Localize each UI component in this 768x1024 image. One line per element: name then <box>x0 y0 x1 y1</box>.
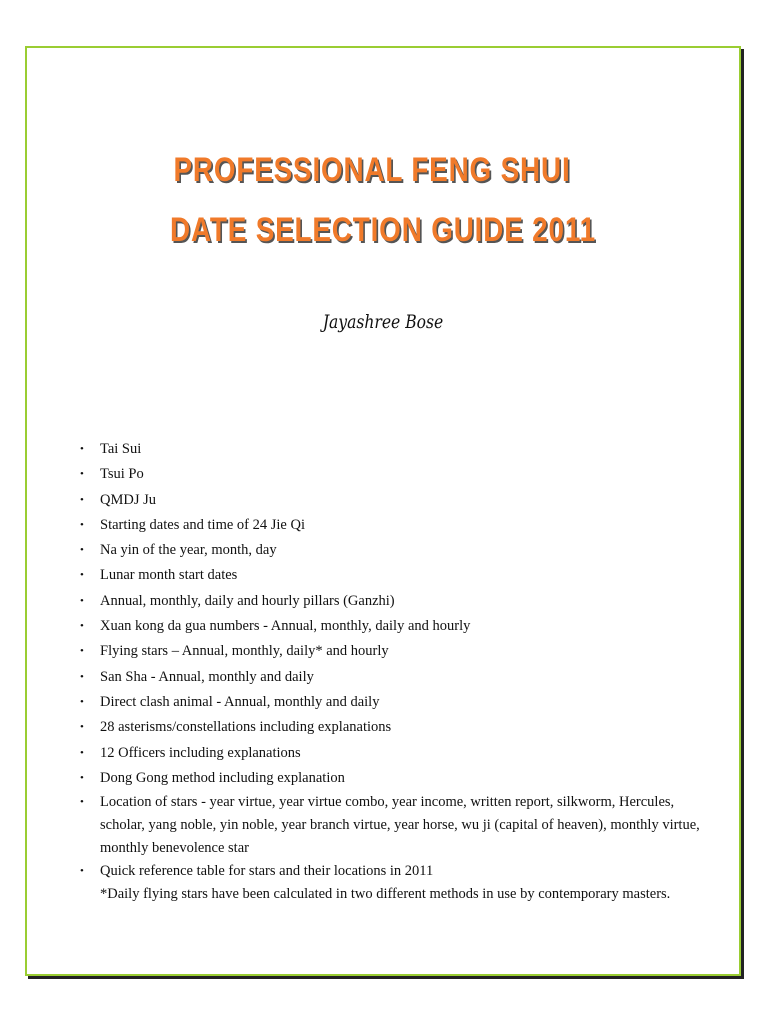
list-item <box>80 639 700 664</box>
list-item-text: 12 Officers including explanations <box>100 744 301 761</box>
list-item <box>80 513 700 538</box>
bullet-icon: • <box>80 695 84 708</box>
list-item <box>80 614 700 639</box>
list-item-text: QMDJ Ju <box>100 491 156 508</box>
list-item <box>80 860 700 905</box>
title-line-2: DATE SELECTION GUIDE 2011 <box>170 211 596 249</box>
author-name: Jayashree Bose <box>322 311 444 333</box>
list-item-text: Flying stars – Annual, monthly, daily* and hourly <box>100 643 389 660</box>
list-item <box>80 589 700 614</box>
bullet-icon: • <box>80 569 84 582</box>
bullet-icon: • <box>80 670 84 683</box>
list-item <box>80 741 700 766</box>
feature-list <box>80 437 700 905</box>
title-line-1: PROFESSIONAL FENG SHUI <box>173 151 571 189</box>
list-item-text: San Sha - Annual, monthly and daily <box>100 668 314 685</box>
bullet-icon: • <box>80 645 84 658</box>
list-item-text: Annual, monthly, daily and hourly pillars (Ganzhi) <box>100 592 395 609</box>
bullet-icon: • <box>80 620 84 633</box>
list-item <box>80 791 700 860</box>
bullet-icon: • <box>80 468 84 481</box>
bullet-icon: • <box>80 493 84 506</box>
list-item-text: 28 asterisms/constellations including explanations <box>100 719 392 736</box>
list-item-text: Lunar month start dates <box>100 567 238 584</box>
bullet-icon: • <box>80 746 84 759</box>
list-item-text: Starting dates and time of 24 Jie Qi <box>100 516 305 533</box>
list-item <box>80 563 700 588</box>
list-item-text: Direct clash animal - Annual, monthly and daily <box>100 693 380 710</box>
bullet-icon: • <box>80 721 84 734</box>
list-item <box>80 766 700 791</box>
list-item <box>80 665 700 690</box>
list-item <box>80 715 700 740</box>
footnote: *Daily flying stars have been calculated in two different methods in use by contemporary masters. <box>100 886 671 903</box>
bullet-icon: • <box>80 865 84 878</box>
list-item-text: Tai Sui <box>100 441 142 457</box>
list-item-text: Tsui Po <box>100 466 144 483</box>
bullet-icon: • <box>80 443 84 455</box>
list-item <box>80 437 700 462</box>
bullet-icon: • <box>80 796 84 809</box>
list-item <box>80 690 700 715</box>
bullet-icon: • <box>80 518 84 531</box>
list-item-text: Na yin of the year, month, day <box>100 542 277 559</box>
title-block <box>27 140 739 260</box>
list-item <box>80 488 700 513</box>
bullet-icon: • <box>80 771 84 784</box>
list-item-text: Quick reference table for stars and their locations in 2011 <box>100 863 434 880</box>
bullet-icon: • <box>80 594 84 607</box>
list-item-text: Location of stars - year virtue, year virtue combo, year income, written report, silkworm, Hercules, scholar, yang noble, yin noble, year branch virtue, year horse, wu ji (capital of heaven), monthly virtue, monthly benevolence star <box>100 794 700 857</box>
list-item-text: Dong Gong method including explanation <box>100 769 345 786</box>
list-item <box>80 538 700 563</box>
list-item <box>80 462 700 487</box>
page-frame <box>25 46 741 976</box>
list-item-text: Xuan kong da gua numbers - Annual, monthly, daily and hourly <box>100 618 471 635</box>
bullet-icon: • <box>80 544 84 557</box>
